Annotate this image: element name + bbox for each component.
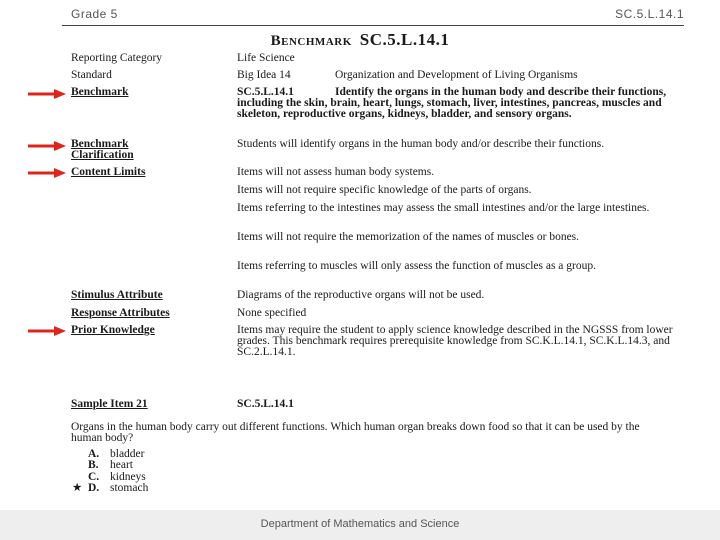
clarification-label-line1: Benchmark xyxy=(71,138,129,150)
choice-letter: A. xyxy=(88,448,100,460)
choice-d: ★ D. stomach xyxy=(72,481,149,494)
benchmark-label: Benchmark xyxy=(71,86,129,98)
choice-letter: D. xyxy=(88,481,100,494)
right-arrow-icon xyxy=(28,89,66,99)
standard-value: Organization and Development of Living Organisms xyxy=(335,69,578,81)
response-label: Response Attributes xyxy=(71,307,170,319)
prior-knowledge-label: Prior Knowledge xyxy=(71,324,155,336)
stimulus-label: Stimulus Attribute xyxy=(71,289,163,301)
benchmark-code: SC.5.L.14.1 xyxy=(237,86,294,98)
right-arrow-icon xyxy=(28,168,66,178)
answer-choices xyxy=(72,448,149,494)
choice-text: heart xyxy=(110,459,133,472)
footer-text: Department of Mathematics and Science xyxy=(260,518,460,530)
response-value: None specified xyxy=(237,307,307,319)
benchmark-value-wrap xyxy=(237,87,687,120)
title-code: SC.5.L.14.1 xyxy=(359,30,450,49)
standard-label: Standard xyxy=(71,69,112,81)
benchmark-value: Identify the organs in the human body and describe their functions, including the skin, brain, heart, lungs, stomach, liver, intestines, pancreas, muscles and skeleton, reproductive organs, kidneys, bladder, and sensory organs. xyxy=(237,86,667,120)
header-divider xyxy=(62,25,684,26)
reporting-category-label: Reporting Category xyxy=(71,52,163,64)
big-idea: Big Idea 14 xyxy=(237,69,291,81)
prior-knowledge-value: Items may require the student to apply science knowledge described in the NGSSS from lower grades. This benchmark requires prerequisite knowledge from SC.K.L.14.1, SC.K.L.14.3, and SC.2.L.14.1. xyxy=(237,324,673,358)
content-limits-label: Content Limits xyxy=(71,166,146,178)
title-label: Benchmark xyxy=(270,33,352,49)
page-title xyxy=(0,30,720,50)
clarification-label xyxy=(71,139,231,161)
choice-text: bladder xyxy=(110,448,145,460)
content-limit-3: Items referring to the intestines may assess the small intestines and/or the large intestines. xyxy=(237,202,650,214)
content-limit-2: Items will not require specific knowledge of the parts of organs. xyxy=(237,184,532,196)
sample-item-label: Sample Item 21 xyxy=(71,398,148,410)
stimulus-value: Diagrams of the reproductive organs will not be used. xyxy=(237,289,485,301)
footer xyxy=(0,510,720,540)
clarification-value: Students will identify organs in the human body and/or describe their functions. xyxy=(237,138,605,150)
choice-text: stomach xyxy=(110,481,149,494)
choice-letter: B. xyxy=(88,459,99,472)
content-limit-1: Items will not assess human body systems. xyxy=(237,166,435,178)
choice-letter: C. xyxy=(88,470,100,483)
grade-label: Grade 5 xyxy=(71,7,118,21)
choice-text: kidneys xyxy=(110,470,146,483)
content-limit-5: Items referring to muscles will only assess the function of muscles as a group. xyxy=(237,260,596,272)
standard-value-wrap xyxy=(237,70,687,81)
right-arrow-icon xyxy=(28,141,66,151)
right-arrow-icon xyxy=(28,326,66,336)
reporting-category-value: Life Science xyxy=(237,52,295,64)
content-limit-4: Items will not require the memorization of the names of muscles or bones. xyxy=(237,231,580,243)
sample-question: Organs in the human body carry out different functions. Which human organ breaks down food so that it can be used by the human body? xyxy=(71,421,640,444)
header-benchmark-code: SC.5.L.14.1 xyxy=(615,7,684,21)
sample-item-code: SC.5.L.14.1 xyxy=(237,398,294,410)
clarification-label-line2: Clarification xyxy=(71,149,134,161)
